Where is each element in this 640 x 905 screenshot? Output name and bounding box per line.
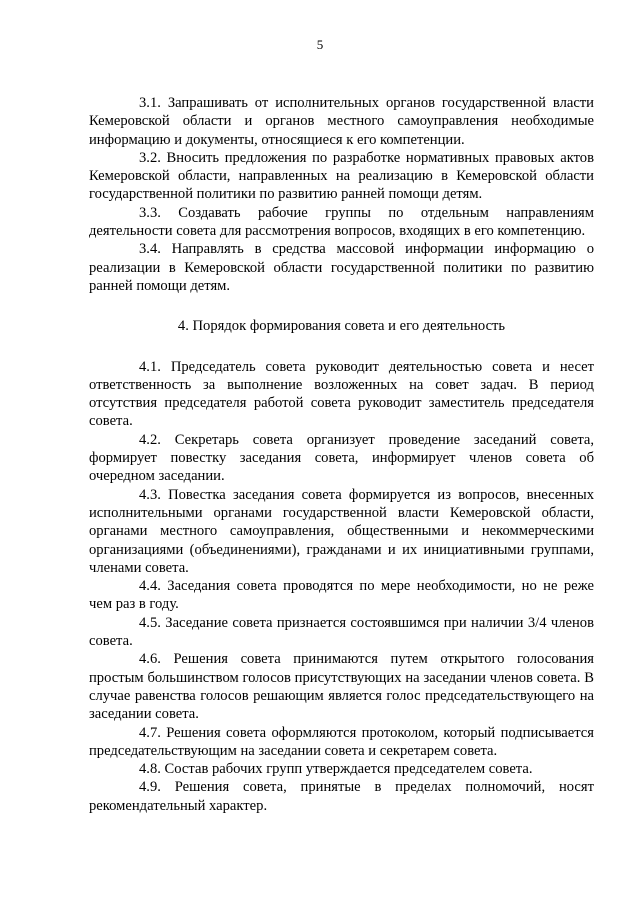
paragraph-4-1: 4.1. Председатель совета руководит деятельностью совета и несет ответственность за выполнение возложенных на совет задач. В период отсутствия председателя работой совета руководит заместитель председателя совета.: [89, 358, 594, 430]
paragraph-4-3: 4.3. Повестка заседания совета формируется из вопросов, внесенных исполнительными органами государственной власти Кемеровской области, органами местного самоуправления, общественными и некоммерческими организациями (объединениями), гражданами и их инициативными группами, членами совета.: [89, 486, 594, 576]
paragraph-4-4: 4.4. Заседания совета проводятся по мере необходимости, но не реже чем раз в году.: [89, 578, 594, 613]
paragraph-4-5: 4.5. Заседание совета признается состоявшимся при наличии 3/4 членов совета.: [89, 614, 594, 650]
document-body: [89, 94, 594, 815]
paragraph-4-6: 4.6. Решения совета принимаются путем открытого голосования простым большинством голосов присутствующих на заседании членов совета. В случае равенства голосов решающим является голос председательствующего на заседании совета.: [89, 651, 594, 723]
paragraph-4-8: 4.8. Состав рабочих групп утверждается председателем совета.: [139, 761, 533, 778]
paragraph-4-9: 4.9. Решения совета, принятые в пределах полномочий, носят рекомендательный характер.: [89, 779, 594, 814]
paragraph-4-2: 4.2. Секретарь совета организует проведение заседаний совета, формирует повестку заседания совета, информирует членов совета об очередном заседании.: [89, 431, 594, 485]
paragraph-3-2: 3.2. Вносить предложения по разработке нормативных правовых актов Кемеровской области, направленных на реализацию в Кемеровской области государственной политики по развитию ранней помощи детям.: [89, 149, 594, 203]
section-4-heading: 4. Порядок формирования совета и его деятельность: [177, 318, 506, 335]
paragraph-3-4: 3.4. Направлять в средства массовой информации информацию о реализации в Кемеровской области государственной политики по развитию ранней помощи детям.: [89, 241, 594, 294]
paragraph-3-3: 3.3. Создавать рабочие группы по отдельным направлениям деятельности совета для рассмотрения вопросов, входящих в его компетенцию.: [89, 204, 594, 240]
page-number: 5: [316, 37, 324, 52]
paragraph-3-1: 3.1. Запрашивать от исполнительных органов государственной власти Кемеровской области и органов местного самоуправления необходимые информацию и документы, относящиеся к его компетенции.: [89, 95, 594, 148]
paragraph-4-7: 4.7. Решения совета оформляются протоколом, который подписывается председательствующим на заседании совета и секретарем совета.: [89, 724, 594, 759]
